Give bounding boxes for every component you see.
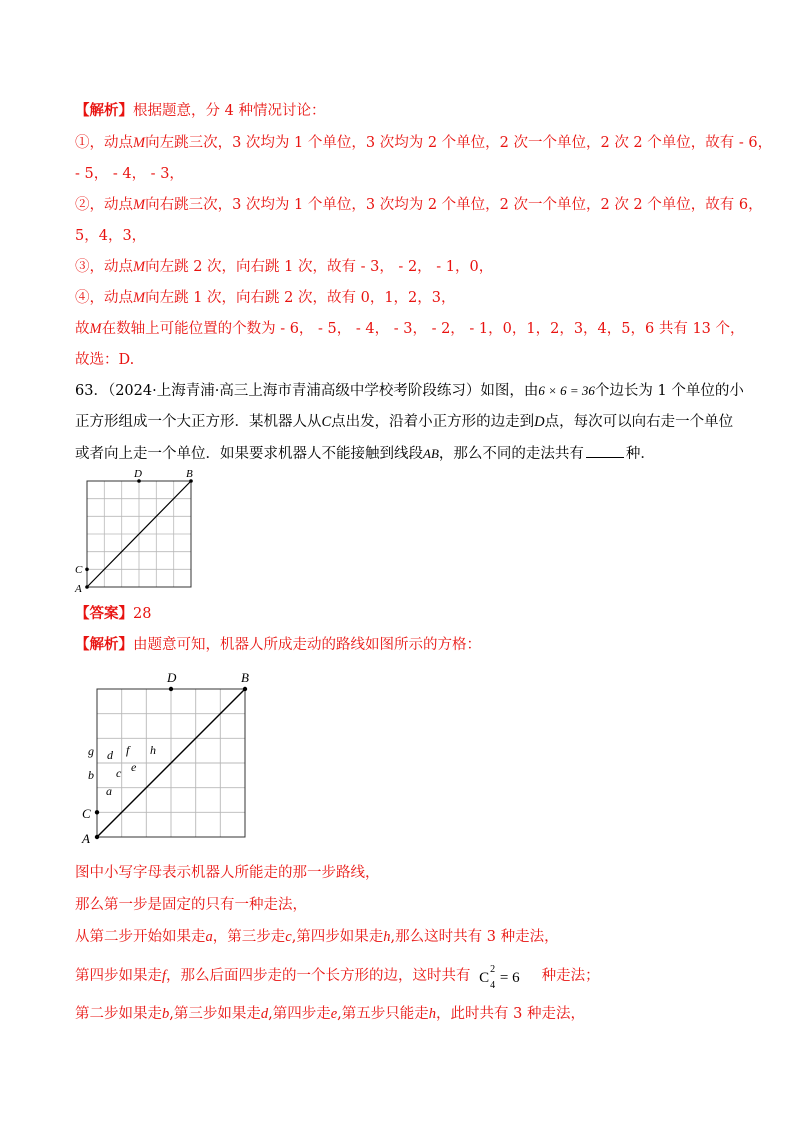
answer-line (75, 604, 151, 624)
question-source: （2024·上海青浦·高三上海市青浦高级中学校考阶段练习）如图，由 (107, 383, 539, 399)
explain5-c: ,第四步走 (268, 1006, 331, 1022)
explain5-var-h: h (428, 1006, 437, 1022)
analysis-tag: 【解析】 (75, 102, 133, 119)
explain4-c: 种走法； (541, 968, 600, 984)
figure2-label-c: C (82, 806, 91, 821)
combination-expr (479, 964, 520, 991)
figure2-point-d (169, 687, 173, 691)
comb-sub: 4 (490, 980, 496, 991)
explain5-var-d: d (260, 1006, 269, 1022)
case3-text: 向左跳 2 次，向右跳 1 次，故有 - 3， - 2， - 1，0， (145, 259, 494, 275)
figure2-label-b: B (241, 670, 249, 685)
explain-line5 (75, 1004, 585, 1024)
question-line3-c: 种． (625, 446, 655, 462)
explain4-b: ，那么后面四步走的一个长方形的边，这时共有 (166, 968, 471, 984)
question-line2 (75, 412, 733, 432)
question-line2-c: 点，每次可以向右走一个单位 (544, 414, 734, 430)
answer-value: 28 (133, 606, 152, 622)
case3-var: M (133, 259, 146, 275)
case1-line1 (75, 133, 772, 153)
explain3-var-a: a (205, 929, 213, 945)
case3-prefix: ③，动点 (75, 259, 133, 275)
grid-figure-1 (70, 466, 200, 594)
figure2-label-a-lower: a (106, 784, 112, 798)
question-line2-b: 点出发，沿着小正方形的边走到 (331, 414, 535, 430)
figure2-label-d-lower: d (107, 748, 113, 762)
analysis-intro (75, 101, 325, 121)
explain-line4 (75, 964, 600, 991)
comb-eq: = 6 (496, 970, 520, 986)
figure2-label-c-lower: c (116, 766, 122, 780)
answer-blank (586, 443, 624, 458)
question-expr: 6 × 6 = 36 (538, 383, 595, 398)
figure2-label-f: f (126, 743, 130, 757)
explain3-a: 从第二步开始如果走 (75, 929, 206, 945)
figure1-label-c: C (75, 564, 83, 576)
explain5-d: ,第五步只能走 (337, 1006, 429, 1022)
analysis2-intro: 由题意可知，机器人所成走动的路线如图所示的方格： (133, 637, 481, 653)
explain3-c: ,第四步如果走 (291, 929, 384, 945)
figure2-label-e: e (131, 760, 137, 774)
case2-line1 (75, 195, 763, 215)
question-line1 (75, 381, 744, 401)
case4-prefix: ④，动点 (75, 290, 133, 306)
explain3-var-h: h (383, 929, 391, 945)
summary-var: M (89, 321, 102, 337)
case1-line2: - 5， - 4， - 3， (75, 166, 184, 182)
summary-prefix: 故 (75, 321, 90, 337)
case4-text: 向左跳 1 次，向右跳 2 次，故有 0，1，2，3， (145, 290, 456, 306)
figure2-label-b-lower: b (88, 768, 94, 782)
case1-var: M (133, 135, 146, 151)
explain3-d: ,那么这时共有 3 种走法， (390, 929, 559, 945)
figure1-point-c (85, 568, 89, 572)
explain5-b: ,第三步如果走 (169, 1006, 261, 1022)
case4-line (75, 288, 456, 308)
case2-text: 向右跳三次，3 次均为 1 个单位，3 次均为 2 个单位，2 次一个单位，2 次 2 个单位，故有 6， (145, 197, 763, 213)
question-line2-a: 正方形组成一个大正方形．某机器人从 (75, 414, 322, 430)
analysis2-tag: 【解析】 (75, 636, 133, 653)
question-line3 (75, 443, 655, 464)
figure2-label-g: g (88, 744, 94, 758)
question-var-ab: AB (423, 446, 439, 461)
figure1-label-d: D (134, 468, 142, 480)
analysis2-line (75, 635, 481, 655)
figure2-point-a (95, 835, 99, 839)
explain5-var-e: e (330, 1006, 338, 1022)
case2-prefix: ②，动点 (75, 197, 133, 213)
comb-sup: 2 (490, 964, 496, 975)
case2-line2: 5，4，3， (75, 228, 147, 244)
figure2-point-c (95, 810, 99, 814)
explain4-var-f: f (162, 968, 167, 984)
choice-line: 故选：D. (75, 352, 135, 368)
explain-line2: 那么第一步是固定的只有一种走法， (75, 897, 307, 913)
explain3-var-c: c (285, 929, 292, 945)
explain5-var-b: b (162, 1006, 170, 1022)
question-number: 63． (75, 383, 108, 399)
explain-line1: 图中小写字母表示机器人所能走的那一步路线， (75, 865, 380, 881)
case1-text: 向左跳三次，3 次均为 1 个单位，3 次均为 2 个单位，2 次一个单位，2 次 2 个单位，故有 - 6， (145, 135, 773, 151)
comb-symbol: C (479, 970, 490, 986)
case1-prefix: ①，动点 (75, 135, 133, 151)
explain5-a: 第二步如果走 (75, 1006, 162, 1022)
question-var-d: D (534, 414, 545, 430)
figure2-point-b (243, 687, 247, 691)
explain5-e: ，此时共有 3 种走法， (436, 1006, 585, 1022)
figure2-label-d: D (167, 670, 177, 685)
case3-line (75, 257, 493, 277)
question-var-c: C (321, 414, 332, 430)
figure1-point-a (85, 585, 89, 589)
explain3-b: ，第三步走 (212, 929, 286, 945)
case4-var: M (133, 290, 146, 306)
analysis-intro-text: 根据题意，分 4 种情况讨论： (133, 103, 326, 119)
answer-tag: 【答案】 (75, 605, 133, 622)
case2-var: M (133, 197, 146, 213)
explain4-a: 第四步如果走 (75, 968, 162, 984)
figure1-label-b: B (186, 468, 193, 480)
question-line1-rest: 个边长为 1 个单位的小 (594, 383, 744, 399)
figure2-label-h: h (150, 743, 156, 757)
question-line3-a: 或者向上走一个单位．如果要求机器人不能接触到线段 (75, 446, 423, 462)
summary-line (75, 319, 745, 339)
figure1-label-a: A (75, 583, 82, 594)
explain-line3 (75, 927, 559, 947)
grid-figure-2 (78, 668, 258, 848)
figure2-label-a: A (82, 831, 90, 846)
summary-text: 在数轴上可能位置的个数为 - 6， - 5， - 4， - 3， - 2， - 1，0，1，2，3，4，5，6 共有 13 个， (101, 321, 745, 337)
question-line3-b: ，那么不同的走法共有 (438, 446, 584, 462)
